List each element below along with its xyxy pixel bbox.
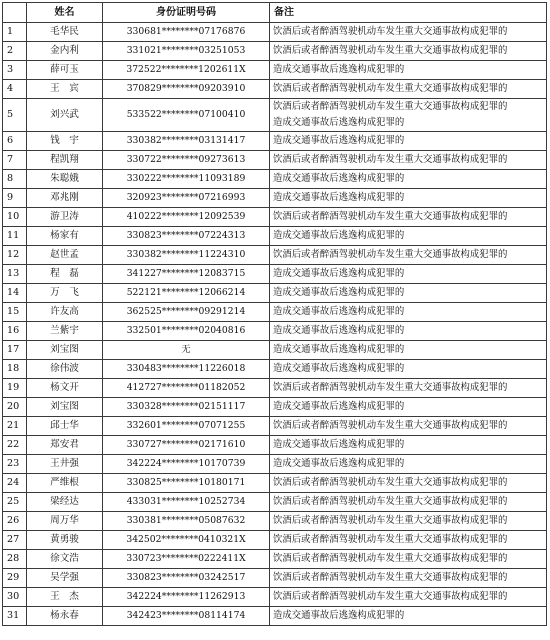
table-row [3, 132, 547, 151]
row-remarks: 造成交通事故后逃逸构成犯罪的 [270, 170, 547, 189]
row-number: 18 [3, 360, 27, 379]
table-row [3, 246, 547, 265]
table-header-row [3, 3, 547, 23]
row-number: 27 [3, 531, 27, 550]
row-name: 刘宝图 [27, 341, 103, 360]
row-remarks: 造成交通事故后逃逸构成犯罪的 [270, 436, 547, 455]
row-number: 7 [3, 151, 27, 170]
header-number [3, 3, 27, 23]
row-number: 21 [3, 417, 27, 436]
row-number: 11 [3, 227, 27, 246]
row-remarks: 饮酒后或者醉酒驾驶机动车发生重大交通事故构成犯罪的 [270, 151, 547, 170]
row-remarks: 饮酒后或者醉酒驾驶机动车发生重大交通事故构成犯罪的 [270, 512, 547, 531]
row-id-number: 342423********08114174 [103, 607, 270, 626]
row-number: 1 [3, 23, 27, 42]
row-name: 徐伟波 [27, 360, 103, 379]
row-id-number: 433031********10252734 [103, 493, 270, 512]
table-row [3, 455, 547, 474]
table-row [3, 99, 547, 132]
table-row [3, 493, 547, 512]
row-remarks: 造成交通事故后逃逸构成犯罪的 [270, 322, 547, 341]
row-name: 梁经达 [27, 493, 103, 512]
row-remarks: 饮酒后或者醉酒驾驶机动车发生重大交通事故构成犯罪的 [270, 588, 547, 607]
row-name: 毛华民 [27, 23, 103, 42]
table-row [3, 417, 547, 436]
row-number: 23 [3, 455, 27, 474]
table-row [3, 208, 547, 227]
row-id-number: 372522********1202611X [103, 61, 270, 80]
table-row [3, 23, 547, 42]
offender-list-sheet [2, 2, 546, 626]
row-name: 杨家有 [27, 227, 103, 246]
row-id-number: 410222********12092539 [103, 208, 270, 227]
row-remarks: 饮酒后或者醉酒驾驶机动车发生重大交通事故构成犯罪的 [270, 23, 547, 42]
row-number: 13 [3, 265, 27, 284]
table-row [3, 322, 547, 341]
row-id-number: 无 [103, 341, 270, 360]
row-remarks: 饮酒后或者醉酒驾驶机动车发生重大交通事故构成犯罪的 [270, 493, 547, 512]
row-remarks: 饮酒后或者醉酒驾驶机动车发生重大交通事故构成犯罪的 [270, 208, 547, 227]
row-id-number: 342502********0410321X [103, 531, 270, 550]
row-name: 王井强 [27, 455, 103, 474]
table-row [3, 341, 547, 360]
row-id-number: 330681********07176876 [103, 23, 270, 42]
row-id-number: 362525********09291214 [103, 303, 270, 322]
row-name: 刘宝图 [27, 398, 103, 417]
row-id-number: 330483********11226018 [103, 360, 270, 379]
row-id-number: 342224********10170739 [103, 455, 270, 474]
row-remarks: 饮酒后或者醉酒驾驶机动车发生重大交通事故构成犯罪的 [270, 379, 547, 398]
row-number: 20 [3, 398, 27, 417]
row-number: 14 [3, 284, 27, 303]
row-remarks: 造成交通事故后逃逸构成犯罪的 [270, 284, 547, 303]
table-row [3, 80, 547, 99]
row-number: 22 [3, 436, 27, 455]
table-row [3, 531, 547, 550]
row-number: 31 [3, 607, 27, 626]
table-row [3, 379, 547, 398]
row-remarks: 造成交通事故后逃逸构成犯罪的 [270, 398, 547, 417]
row-id-number: 320923********07216993 [103, 189, 270, 208]
row-id-number: 341227********12083715 [103, 265, 270, 284]
table-row [3, 151, 547, 170]
row-remarks: 造成交通事故后逃逸构成犯罪的 [270, 132, 547, 151]
row-id-number: 370829********09203910 [103, 80, 270, 99]
row-name: 周万华 [27, 512, 103, 531]
row-name: 郑安君 [27, 436, 103, 455]
header-name: 姓名 [27, 3, 103, 23]
row-id-number: 331021********03251053 [103, 42, 270, 61]
table-row [3, 512, 547, 531]
row-number: 8 [3, 170, 27, 189]
row-remarks: 饮酒后或者醉酒驾驶机动车发生重大交通事故构成犯罪的 [270, 550, 547, 569]
row-number: 5 [3, 99, 27, 132]
table-row [3, 189, 547, 208]
row-remarks: 造成交通事故后逃逸构成犯罪的 [270, 227, 547, 246]
row-remarks: 饮酒后或者醉酒驾驶机动车发生重大交通事故构成犯罪的 造成交通事故后逃逸构成犯罪的 [270, 99, 547, 132]
row-remarks: 饮酒后或者醉酒驾驶机动车发生重大交通事故构成犯罪的 [270, 80, 547, 99]
row-number: 2 [3, 42, 27, 61]
row-name: 朱聪娥 [27, 170, 103, 189]
row-name: 杨永春 [27, 607, 103, 626]
row-name: 邱士华 [27, 417, 103, 436]
table-row [3, 284, 547, 303]
row-id-number: 330382********11224310 [103, 246, 270, 265]
row-number: 24 [3, 474, 27, 493]
row-id-number: 522121********12066214 [103, 284, 270, 303]
table-row [3, 360, 547, 379]
row-number: 26 [3, 512, 27, 531]
row-name: 王 宾 [27, 80, 103, 99]
offender-table [2, 2, 547, 626]
row-id-number: 332501********02040816 [103, 322, 270, 341]
row-name: 邓兆刚 [27, 189, 103, 208]
row-name: 刘兴武 [27, 99, 103, 132]
table-body [3, 23, 547, 626]
row-id-number: 330727********02171610 [103, 436, 270, 455]
row-remarks: 造成交通事故后逃逸构成犯罪的 [270, 341, 547, 360]
row-name: 严维根 [27, 474, 103, 493]
row-id-number: 533522********07100410 [103, 99, 270, 132]
row-name: 许友高 [27, 303, 103, 322]
row-remarks: 造成交通事故后逃逸构成犯罪的 [270, 360, 547, 379]
row-name: 程 磊 [27, 265, 103, 284]
row-name: 吴学强 [27, 569, 103, 588]
table-row [3, 61, 547, 80]
table-row [3, 398, 547, 417]
row-name: 金内利 [27, 42, 103, 61]
row-id-number: 330382********03131417 [103, 132, 270, 151]
table-row [3, 569, 547, 588]
row-name: 程凯翔 [27, 151, 103, 170]
row-number: 15 [3, 303, 27, 322]
row-remarks: 饮酒后或者醉酒驾驶机动车发生重大交通事故构成犯罪的 [270, 42, 547, 61]
table-row [3, 588, 547, 607]
row-name: 游卫涛 [27, 208, 103, 227]
row-id-number: 330222********11093189 [103, 170, 270, 189]
row-name: 钱 宇 [27, 132, 103, 151]
row-id-number: 342224********11262913 [103, 588, 270, 607]
row-number: 28 [3, 550, 27, 569]
row-remarks: 饮酒后或者醉酒驾驶机动车发生重大交通事故构成犯罪的 [270, 531, 547, 550]
row-number: 25 [3, 493, 27, 512]
row-name: 兰紫宇 [27, 322, 103, 341]
row-name: 赵世孟 [27, 246, 103, 265]
row-number: 12 [3, 246, 27, 265]
row-id-number: 330381********05087632 [103, 512, 270, 531]
table-row [3, 170, 547, 189]
row-id-number: 330823********07224313 [103, 227, 270, 246]
row-id-number: 330722********09273613 [103, 151, 270, 170]
table-row [3, 265, 547, 284]
table-row [3, 607, 547, 626]
row-number: 29 [3, 569, 27, 588]
row-name: 徐文浩 [27, 550, 103, 569]
row-id-number: 330723********0222411X [103, 550, 270, 569]
row-remarks: 造成交通事故后逃逸构成犯罪的 [270, 265, 547, 284]
header-remarks: 备注 [270, 3, 547, 23]
row-remarks: 饮酒后或者醉酒驾驶机动车发生重大交通事故构成犯罪的 [270, 417, 547, 436]
row-name: 王 杰 [27, 588, 103, 607]
row-name: 万 飞 [27, 284, 103, 303]
row-number: 16 [3, 322, 27, 341]
table-row [3, 42, 547, 61]
row-number: 4 [3, 80, 27, 99]
row-name: 黄勇骏 [27, 531, 103, 550]
row-number: 30 [3, 588, 27, 607]
row-remarks: 造成交通事故后逃逸构成犯罪的 [270, 303, 547, 322]
table-row [3, 474, 547, 493]
row-number: 9 [3, 189, 27, 208]
row-id-number: 412727********01182052 [103, 379, 270, 398]
row-number: 6 [3, 132, 27, 151]
header-id-number: 身份证明号码 [103, 3, 270, 23]
row-id-number: 330823********03242517 [103, 569, 270, 588]
row-number: 3 [3, 61, 27, 80]
row-remarks: 造成交通事故后逃逸构成犯罪的 [270, 455, 547, 474]
table-row [3, 227, 547, 246]
row-remarks: 饮酒后或者醉酒驾驶机动车发生重大交通事故构成犯罪的 [270, 474, 547, 493]
row-id-number: 332601********07071255 [103, 417, 270, 436]
row-remarks: 饮酒后或者醉酒驾驶机动车发生重大交通事故构成犯罪的 [270, 569, 547, 588]
row-id-number: 330825********10180171 [103, 474, 270, 493]
table-row [3, 303, 547, 322]
row-name: 杨文开 [27, 379, 103, 398]
row-number: 19 [3, 379, 27, 398]
row-id-number: 330328********02151117 [103, 398, 270, 417]
row-name: 薛可玉 [27, 61, 103, 80]
table-row [3, 436, 547, 455]
row-remarks: 饮酒后或者醉酒驾驶机动车发生重大交通事故构成犯罪的 [270, 246, 547, 265]
row-remarks: 造成交通事故后逃逸构成犯罪的 [270, 607, 547, 626]
row-remarks: 造成交通事故后逃逸构成犯罪的 [270, 61, 547, 80]
row-number: 10 [3, 208, 27, 227]
table-row [3, 550, 547, 569]
row-number: 17 [3, 341, 27, 360]
row-remarks: 造成交通事故后逃逸构成犯罪的 [270, 189, 547, 208]
